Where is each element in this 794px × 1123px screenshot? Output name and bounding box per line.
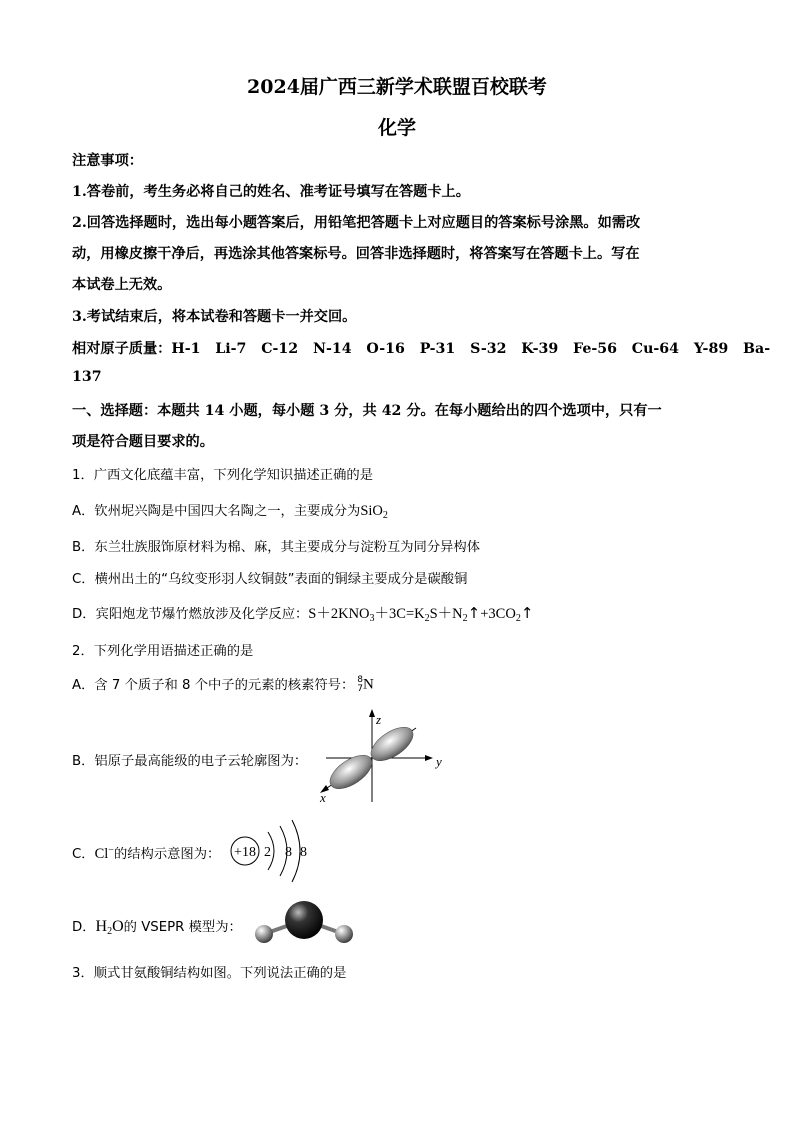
q1-option-b: B．东兰壮族服饰原材料为棉、麻，其主要成分与淀粉互为同分异构体 [72,540,481,555]
q1-option-a-formula: SiO$_2$ [360,503,388,521]
p-orbital-diagram [306,706,452,806]
y-axis-label: y [436,754,442,769]
atom-structure-diagram [228,818,314,888]
hydrogen-atom-right [335,925,353,943]
nuclear-charge: +18 [234,845,256,860]
z-axis-label: z [376,712,382,727]
atomic-masses-line-1: 相对原子质量：H-1 Li-7 C-12 N-14 O-16 P-31 S-32 K-39 Fe-56 Cu-64 Y-89 Ba- [72,341,771,357]
orbital-lobe-lower [324,749,377,796]
subject-title: 化学 [377,117,416,139]
q1-option-c: C．横州出土的“乌纹变形羽人纹铜鼓”表面的铜绿主要成分是碳酸铜 [72,572,468,587]
note-2-line-1: 2.回答选择题时，选出每小题答案后，用铅笔把答题卡上对应题目的答案标号涂黑。如需改 [72,215,641,231]
shell-1-electrons: 2 [264,845,271,860]
q2-option-d-text: 的 VSEPR 模型为： [123,920,242,935]
q1-option-d-equation: $S+2KNO_3+3C=K_2S+N_2↑+3CO_2↑$ [308,604,534,624]
q2-option-c-prefix: C． [72,847,95,862]
section-heading-line-1: 一、选择题：本题共 14 小题，每小题 3 分，共 42 分。在每小题给出的四个选项中，只有一 [72,403,662,419]
nuclide-symbol: N [363,676,374,693]
water-formula: $H_2O$ [95,918,124,937]
q2-option-b-text: B．铝原子最高能级的电子云轮廓图为： [72,754,308,769]
page-title: 2024届广西三新学术联盟百校联考 [247,76,547,98]
q2-option-c-text: 的结构示意图为： [113,847,221,862]
chloride-ion: Cl− [94,845,114,862]
q1-option-d [72,602,533,623]
note-2-line-2: 动，用橡皮擦干净后，再选涂其他答案标号。回答非选择题时，将答案写在答题卡上。写在 [72,246,640,262]
q2-option-c [72,843,220,863]
shell-2-electrons: 8 [285,845,292,860]
q2-option-a [72,674,374,694]
note-2-line-3: 本试卷上无效。 [72,277,172,293]
x-axis-label: x [320,790,326,805]
nuclide-numbers: 8 7 [357,675,364,694]
oxygen-atom [285,901,323,939]
vsepr-model-diagram [250,898,360,950]
q2-option-d-prefix: D． [72,920,96,935]
q1-option-d-text: D．宾阳炮龙节爆竹燃放涉及化学反应： [72,607,309,622]
q1-option-a [72,500,388,520]
q2-option-a-text: A．含 7 个质子和 8 个中子的元素的核素符号： [72,678,355,693]
section-heading-line-2: 项是符合题目要求的。 [72,434,214,450]
q3-stem: 3．顺式甘氨酸铜结构如图。下列说法正确的是 [72,966,347,981]
shell-3-electrons: 8 [300,845,307,860]
hydrogen-atom-left [255,925,273,943]
q1-stem: 1．广西文化底蕴丰富，下列化学知识描述正确的是 [72,468,373,483]
orbital-lobe-upper [365,721,418,768]
note-3: 3.考试结束后，将本试卷和答题卡一并交回。 [72,309,357,325]
q2-option-d [72,916,242,936]
electron-shell-3 [292,820,300,882]
notes-heading: 注意事项： [72,153,143,169]
atomic-masses-line-2: 137 [72,369,102,385]
q1-option-a-text: A．钦州坭兴陶是中国四大名陶之一，主要成分为 [72,504,361,519]
q2-stem: 2．下列化学用语描述正确的是 [72,644,254,659]
note-1: 1.答卷前，考生务必将自己的姓名、准考证号填写在答题卡上。 [72,184,470,200]
